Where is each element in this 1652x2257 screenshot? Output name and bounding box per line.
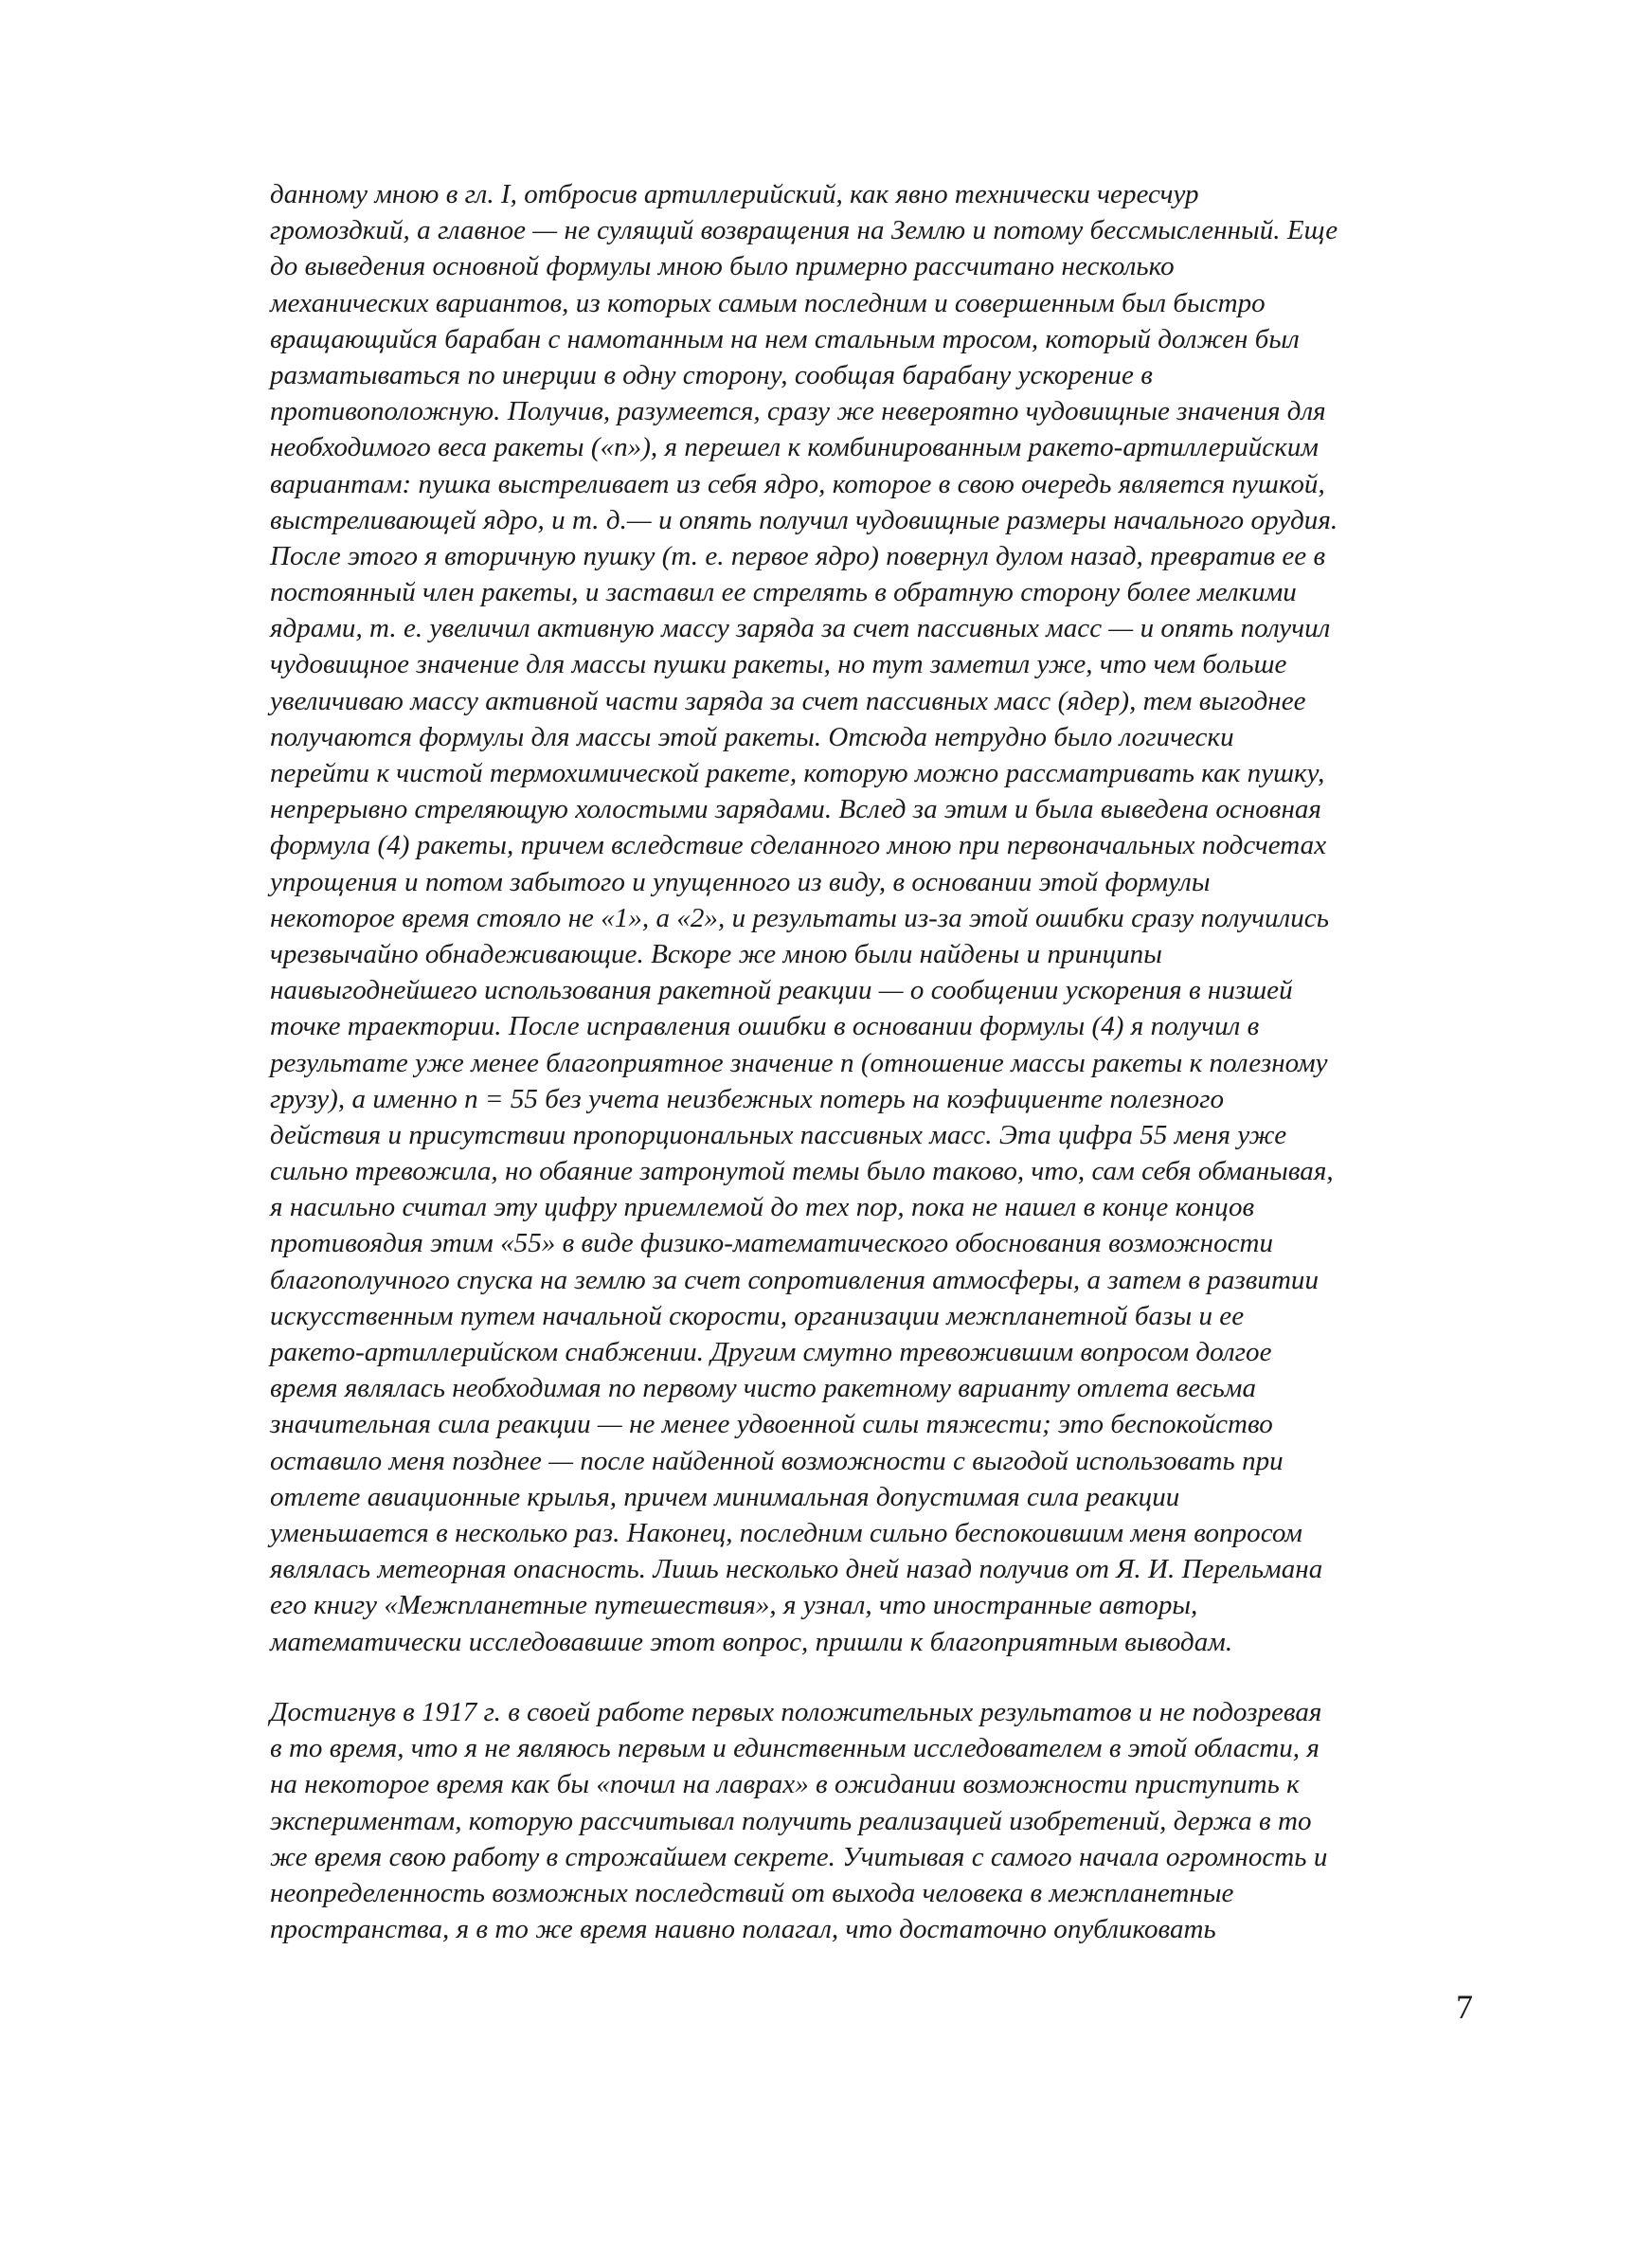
text-line: же время свою работу в строжайшем секрете. Учитывая с самого начала огромность и (270, 1841, 1328, 1872)
text-line: неопределенность возможных последствий от выхода человека в межпланетные (270, 1877, 1234, 1908)
text-line: Достигнув в 1917 г. в своей работе первых положительных результатов и не подозревая (270, 1697, 1322, 1727)
text-line: пространства, я в то же время наивно полагал, что достаточно опубликовать (270, 1914, 1216, 1945)
text-line: постоянный член ракеты, и заставил ее стрелять в обратную сторону более мелкими (270, 577, 1297, 608)
page-number: 7 (1456, 1988, 1473, 2026)
text-line: данному мною в гл. I, отбросив артиллерийский, как явно технически чересчур (270, 179, 1199, 209)
paragraph-2 (270, 1694, 1501, 1947)
text-line: громоздкий, а главное — не сулящий возвращения на Землю и потому бессмысленный. Еще (270, 215, 1338, 246)
text-line: некоторое время стояло не «1», а «2», и результаты из-за этой ошибки сразу получились (270, 902, 1329, 933)
text-line: уменьшается в несколько раз. Наконец, последним сильно беспокоившим меня вопросом (270, 1517, 1302, 1548)
text-line: необходимого веса ракеты («n»), я перешел к комбинированным ракето-артиллерийским (270, 432, 1319, 463)
text-line: в то время, что я не являюсь первым и единственным исследователем в этой области, я (270, 1733, 1320, 1764)
text-line: на некоторое время как бы «почил на лаврах» в ожидании возможности приступить к (270, 1769, 1300, 1800)
paragraph-1 (270, 176, 1501, 1660)
text-line: сильно тревожила, но обаяние затронутой темы было таково, что, сам себя обманывая, (270, 1156, 1334, 1187)
text-line: точке траектории. После исправления ошибки в основании формулы (4) я получил в (270, 1011, 1260, 1042)
text-line: вращающийся барабан с намотанным на нем стальным тросом, который должен был (270, 323, 1300, 354)
text-line: являлась метеорная опасность. Лишь несколько дней назад получив от Я. И. Перельмана (270, 1554, 1323, 1585)
text-line: действия и присутствии пропорциональных пассивных масс. Эта цифра 55 меня уже (270, 1119, 1287, 1150)
text-line: получаются формулы для массы этой ракеты. Отсюда нетрудно было логически (270, 721, 1234, 752)
text-line: наивыгоднейшего использования ракетной реакции — о сообщении ускорения в низшей (270, 975, 1293, 1006)
text-line: чрезвычайно обнадеживающие. Вскоре же мною были найдены и принципы (270, 938, 1162, 969)
text-line: ракето-артиллерийском снабжении. Другим смутно тревожившим вопросом долгое (270, 1337, 1272, 1367)
text-line: время являлась необходимая по первому чисто ракетному варианту отлета весьма (270, 1373, 1257, 1404)
text-line: его книгу «Межпланетные путешествия», я узнал, что иностранные авторы, (270, 1590, 1198, 1621)
text-line: я насильно считал эту цифру приемлемой до тех пор, пока не нашел в конце концов (270, 1192, 1255, 1223)
text-line: значительная сила реакции — не менее удвоенной силы тяжести; это беспокойство (270, 1409, 1273, 1440)
text-line: противоположную. Получив, разумеется, сразу же невероятно чудовищные значения для (270, 396, 1326, 427)
text-line: благополучного спуска на землю за счет сопротивления атмосферы, а затем в развитии (270, 1264, 1320, 1295)
text-line: экспериментам, которую рассчитывал получить реализацией изобретений, держа в то (270, 1805, 1312, 1836)
text-line: механических вариантов, из которых самым последним и совершенным был быстро (270, 287, 1266, 318)
text-line: выстреливающей ядро, и т. д.— и опять получил чудовищные размеры начального орудия. (270, 504, 1338, 535)
text-line: отлете авиационные крылья, причем минимальная допустимая сила реакции (270, 1481, 1180, 1512)
text-line: разматываться по инерции в одну сторону, сообщая барабану ускорение в (270, 359, 1153, 390)
text-line: формула (4) ракеты, причем вследствие сделанного мною при первоначальных подсчетах (270, 830, 1327, 861)
text-line: оставило меня позднее — после найденной возможности с выгодой использовать при (270, 1445, 1284, 1476)
text-line: ядрами, т. е. увеличил активную массу заряда за счет пассивных масс — и опять получил (270, 613, 1331, 644)
text-line: результате уже менее благоприятное значение n (отношение массы ракеты к полезному (270, 1047, 1328, 1078)
text-line: искусственным путем начальной скорости, организации межпланетной базы и ее (270, 1300, 1245, 1331)
text-line: до выведения основной формулы мною было примерно рассчитано несколько (270, 251, 1175, 282)
text-line: увеличиваю массу активной части заряда за счет пассивных масс (ядер), тем выгоднее (270, 685, 1306, 716)
text-line: математически исследовавшие этот вопрос, пришли к благоприятным выводам. (270, 1626, 1233, 1657)
text-line: перейти к чистой термохимической ракете, которую можно рассматривать как пушку, (270, 758, 1325, 788)
text-line: непрерывно стреляющую холостыми зарядами. Вслед за этим и была выведена основная (270, 794, 1321, 825)
text-line: После этого я вторичную пушку (т. е. первое ядро) повернул дулом назад, превратив ее в (270, 540, 1326, 571)
text-line: вариантам: пушка выстреливает из себя ядро, которое в свою очередь является пушкой, (270, 468, 1325, 499)
text-line: чудовищное значение для массы пушки ракеты, но тут заметил уже, что чем больше (270, 649, 1287, 680)
text-line: упрощения и потом забытого и упущенного из виду, в основании этой формулы (270, 866, 1211, 897)
text-line: грузу), а именно n = 55 без учета неизбежных потерь на коэфициенте полезного (270, 1083, 1225, 1114)
text-line: противоядия этим «55» в виде физико-математического обоснования возможности (270, 1228, 1274, 1259)
